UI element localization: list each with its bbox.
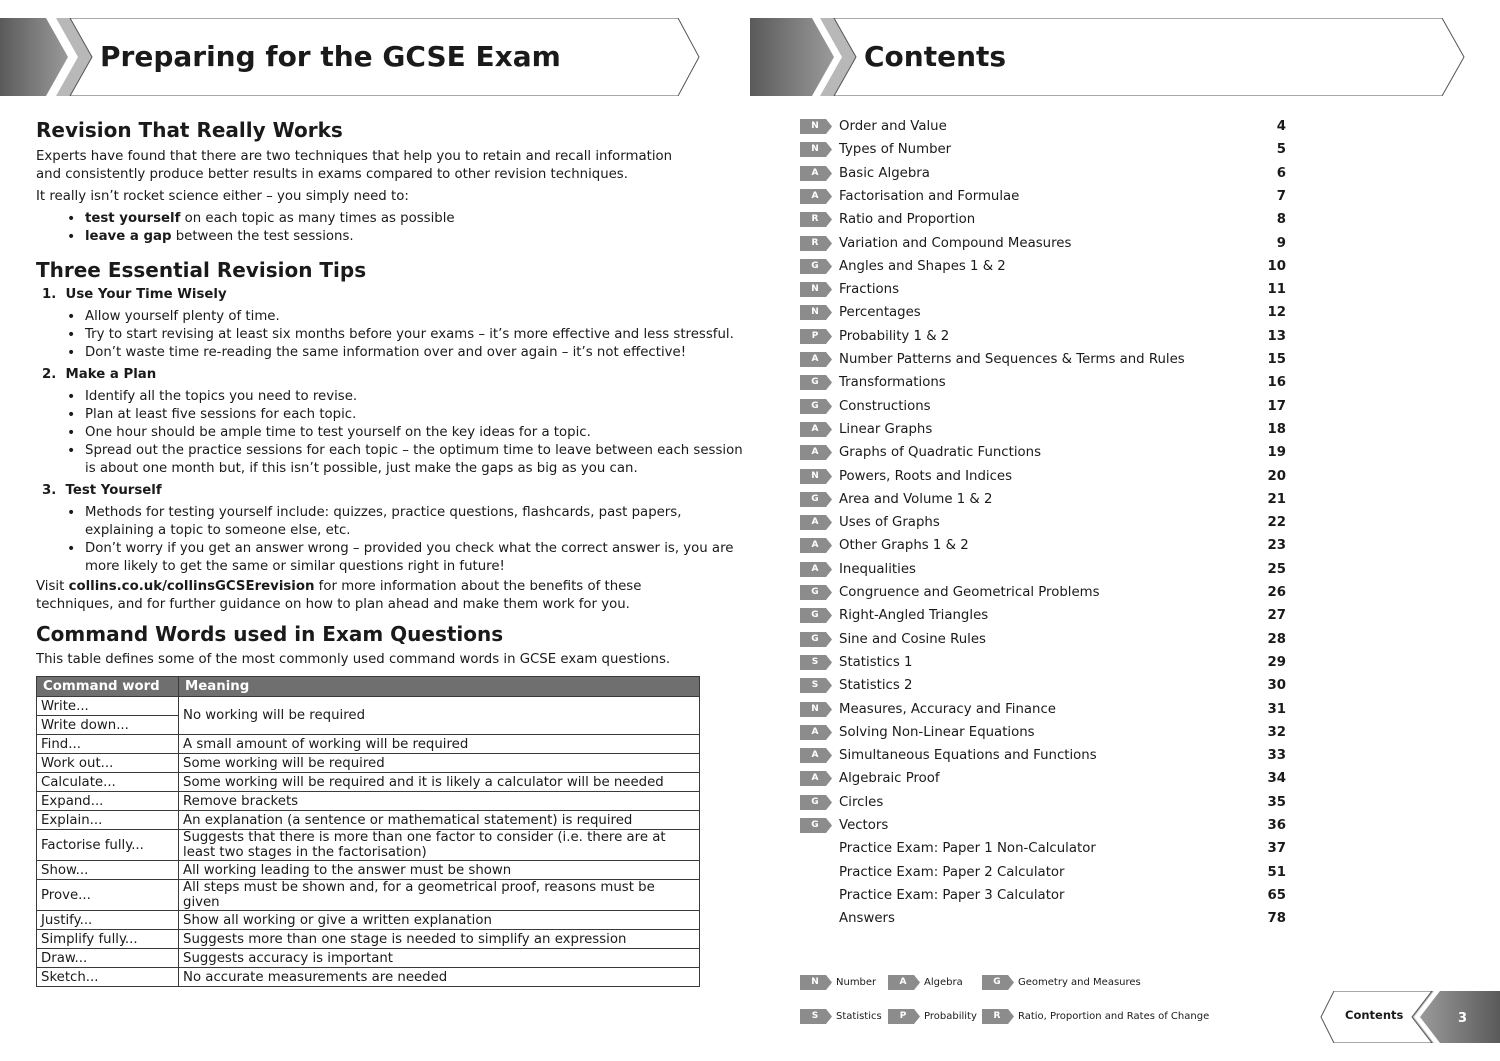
visit-paragraph <box>36 578 696 614</box>
legend-label: Number <box>836 977 877 988</box>
topic-badge-letter: A <box>811 517 819 528</box>
toc-entry[interactable] <box>800 910 1290 928</box>
topic-badge <box>800 282 832 297</box>
toc-entry-title: Practice Exam: Paper 2 Calculator <box>839 864 1065 880</box>
topic-badge <box>800 189 832 204</box>
toc-entry-title: Number Patterns and Sequences & Terms and Rules <box>839 352 1185 367</box>
toc-entry[interactable] <box>800 351 1290 369</box>
toc-entry-title: Solving Non-Linear Equations <box>839 724 1035 740</box>
toc-entry-title: Practice Exam: Paper 1 Non-Calculator <box>839 841 1096 857</box>
command-word-cell: Expand... <box>37 792 179 811</box>
topic-badge-letter: S <box>811 1011 819 1021</box>
toc-entry-page: 9 <box>1276 235 1286 251</box>
tip-title: 1. Use Your Time Wisely <box>42 287 227 302</box>
toc-entry-page: 28 <box>1267 631 1286 647</box>
toc-entry[interactable] <box>800 165 1290 183</box>
topic-badge-letter: N <box>811 703 819 714</box>
collins-link[interactable]: collins.co.uk/collinsGCSErevision <box>68 579 315 594</box>
bullet-bold: leave a gap <box>85 229 172 244</box>
topic-badge <box>800 142 832 157</box>
toc-entry-title: Area and Volume 1 & 2 <box>839 491 993 507</box>
topic-badge-letter: A <box>899 977 907 987</box>
bullet-text: between the test sessions. <box>171 229 354 244</box>
toc-entry-title: Linear Graphs <box>839 421 933 437</box>
topic-badge <box>800 422 832 437</box>
table-row <box>37 930 700 949</box>
toc-entry-title: Percentages <box>839 305 921 321</box>
revision-para-2: It really isn’t rocket science either – you simply need to: <box>36 189 409 204</box>
toc-entry-title: Powers, Roots and Indices <box>839 468 1013 484</box>
command-word-cell: Simplify fully... <box>37 930 179 949</box>
topic-badge-letter: A <box>811 540 819 551</box>
legend-badge <box>800 975 832 990</box>
toc-entry[interactable] <box>800 328 1290 346</box>
meaning-cell: Remove brackets <box>179 792 700 811</box>
table-row <box>37 697 700 716</box>
toc-entry-title: Sine and Cosine Rules <box>839 631 986 647</box>
topic-badge <box>800 236 832 251</box>
toc-entry-title: Algebraic Proof <box>839 771 940 787</box>
toc-entry[interactable] <box>800 281 1290 299</box>
topic-badge <box>800 375 832 390</box>
command-word-cell: Write down... <box>37 716 179 735</box>
toc-entry-page: 12 <box>1267 305 1286 321</box>
visit-suffix: for more information about the benefits of these techniques, and for further guidance on how to plan ahead and make them work for you. <box>36 579 642 612</box>
tips-heading: Three Essential Revision Tips <box>36 258 367 282</box>
revision-heading: Revision That Really Works <box>36 118 343 142</box>
toc-entry-title: Basic Algebra <box>839 165 930 181</box>
revision-para-1: Experts have found that there are two techniques that help you to retain and recall information and consistently produce better results in exams compared to other revision techniques. <box>36 149 673 182</box>
tip-bullet: • One hour should be ample time to test yourself on the key ideas for a topic. <box>85 424 745 442</box>
topic-badge-letter: N <box>811 470 819 481</box>
topic-badge <box>800 352 832 367</box>
table-row <box>37 911 700 930</box>
toc-entry[interactable] <box>800 118 1290 136</box>
left-page-title: Preparing for the GCSE Exam <box>100 40 561 73</box>
topic-badge-letter: N <box>811 144 819 155</box>
topic-badge-letter: G <box>811 633 819 644</box>
tip-bullet: • Try to start revising at least six months before your exams – it’s more effective and less stressful. <box>85 326 745 344</box>
command-word-cell: Justify... <box>37 911 179 930</box>
toc-entry-page: 15 <box>1267 352 1286 367</box>
topic-badge-letter: A <box>811 167 819 178</box>
toc-entry-page: 32 <box>1267 724 1286 740</box>
toc-entry[interactable] <box>800 398 1290 416</box>
topic-badge-letter: G <box>811 260 819 271</box>
left-page-content <box>36 118 743 987</box>
toc-entry-title: Variation and Compound Measures <box>839 235 1072 251</box>
topic-badge-letter: G <box>811 820 819 830</box>
topic-badge <box>800 538 832 553</box>
tip-bullet: • Methods for testing yourself include: quizzes, practice questions, flashcards, past papers, explaining a topic to someone else, etc. <box>85 504 745 540</box>
topic-badge <box>800 702 832 717</box>
topic-badge <box>800 329 832 344</box>
topic-badge <box>800 632 832 647</box>
legend-label: Ratio, Proportion and Rates of Change <box>1018 1011 1210 1022</box>
command-word-cell: Write... <box>37 697 179 716</box>
tip-bullet: • Allow yourself plenty of time. <box>85 308 745 326</box>
meaning-cell: Suggests accuracy is important <box>179 949 700 968</box>
toc-entry[interactable] <box>800 421 1290 439</box>
topic-badge <box>800 119 832 134</box>
toc-entry-page: 25 <box>1267 561 1286 577</box>
toc-entry-page: 78 <box>1267 911 1286 927</box>
meaning-cell: No accurate measurements are needed <box>179 968 700 987</box>
table-row <box>37 949 700 968</box>
meaning-cell: A small amount of working will be required <box>179 735 700 754</box>
legend-label: Statistics <box>836 1011 882 1022</box>
right-page-title: Contents <box>864 40 1007 73</box>
topic-badge <box>800 678 832 693</box>
toc-entry-page: 16 <box>1267 375 1286 391</box>
toc-entry-title: Probability 1 & 2 <box>839 328 950 344</box>
topic-badge-letter: A <box>811 726 819 737</box>
toc-entry[interactable] <box>800 258 1290 276</box>
command-word-cell: Explain... <box>37 811 179 830</box>
command-word-cell: Calculate... <box>37 773 179 792</box>
revision-bullet <box>85 228 706 246</box>
topic-badge <box>800 585 832 600</box>
topic-badge-letter: N <box>811 121 819 131</box>
revision-bullet-list <box>36 210 706 246</box>
commands-heading: Command Words used in Exam Questions <box>36 622 504 646</box>
right-header-banner <box>750 18 1466 96</box>
toc-entry[interactable] <box>800 840 1290 858</box>
bullet-text: on each topic as many times as possible <box>180 211 455 226</box>
toc-entry-page: 65 <box>1267 887 1286 903</box>
tip-bullet-list <box>36 504 745 576</box>
meaning-cell: Some working will be required and it is likely a calculator will be needed <box>179 773 700 792</box>
toc-entry-title: Uses of Graphs <box>839 515 940 531</box>
meaning-cell: No working will be required <box>179 697 700 735</box>
topic-badge-letter: S <box>811 656 819 667</box>
topic-badge <box>800 795 832 810</box>
toc-entry-title: Practice Exam: Paper 3 Calculator <box>839 887 1065 903</box>
toc-entry[interactable] <box>800 631 1290 649</box>
meaning-cell: Suggests that there is more than one factor to consider (i.e. there are at least two stages in the factorisation) <box>179 830 700 861</box>
topic-badge <box>800 212 832 227</box>
toc-entry-page: 30 <box>1267 678 1286 694</box>
toc-entry-page: 35 <box>1267 794 1286 810</box>
toc-entry-page: 29 <box>1267 654 1286 670</box>
right-banner-shape <box>750 18 1466 96</box>
toc-entry-page: 33 <box>1267 748 1286 764</box>
toc-entry-page: 31 <box>1267 701 1286 717</box>
visit-prefix: Visit <box>36 579 69 594</box>
toc-entry-page: 21 <box>1267 491 1286 507</box>
toc-entry[interactable] <box>800 677 1290 695</box>
toc-entry[interactable] <box>800 654 1290 672</box>
meaning-cell: All steps must be shown and, for a geometrical proof, reasons must be given <box>179 880 700 911</box>
command-word-cell: Show... <box>37 861 179 880</box>
topic-badge-letter: N <box>811 977 819 987</box>
topic-badge-letter: A <box>811 354 819 364</box>
topic-badge <box>800 748 832 763</box>
topic-badge <box>800 399 832 414</box>
toc-entry[interactable] <box>800 701 1290 719</box>
command-word-cell: Sketch... <box>37 968 179 987</box>
toc-entry-page: 36 <box>1267 818 1286 833</box>
table-header-row <box>37 677 700 697</box>
table-row <box>37 773 700 792</box>
tip-bullet: • Plan at least five sessions for each topic. <box>85 406 745 424</box>
toc-entry-page: 34 <box>1267 771 1286 787</box>
toc-entry-page: 27 <box>1267 608 1286 624</box>
toc-entry-page: 19 <box>1267 445 1286 461</box>
legend-badge <box>888 1009 920 1024</box>
command-word-cell: Factorise fully... <box>37 830 179 861</box>
legend-label: Geometry and Measures <box>1018 977 1141 988</box>
toc-entry-page: 37 <box>1267 841 1286 857</box>
legend-label: Probability <box>924 1011 977 1022</box>
topic-badge-letter: R <box>811 237 819 248</box>
toc-entry-title: Vectors <box>839 818 889 833</box>
topic-badge <box>800 166 832 181</box>
footer-section-label: Contents <box>1345 1008 1404 1022</box>
toc-entry[interactable] <box>800 561 1290 579</box>
toc-entry[interactable] <box>800 584 1290 602</box>
toc-entry-title: Order and Value <box>839 119 947 134</box>
legend-badge <box>982 975 1014 990</box>
toc-entry[interactable] <box>800 235 1290 253</box>
meaning-cell: Some working will be required <box>179 754 700 773</box>
topic-badge-letter: G <box>811 493 819 504</box>
toc-entry-title: Statistics 2 <box>839 678 913 694</box>
table-row <box>37 880 700 911</box>
table-row <box>37 754 700 773</box>
toc-entry[interactable] <box>800 864 1290 882</box>
tip-bullet: • Spread out the practice sessions for each topic – the optimum time to leave between each session is about one month but, if this isn’t possible, just make the gaps as big as you can. <box>85 442 745 478</box>
toc-entry-page: 8 <box>1276 212 1286 228</box>
topic-badge <box>800 515 832 530</box>
toc-entry-title: Graphs of Quadratic Functions <box>839 445 1042 461</box>
toc-entry-page: 26 <box>1267 585 1286 600</box>
topic-badge <box>800 469 832 484</box>
column-header-meaning: Meaning <box>179 677 700 697</box>
toc-entry-page: 20 <box>1267 468 1286 484</box>
topic-badge <box>800 445 832 460</box>
toc-entry-title: Fractions <box>839 282 900 298</box>
topic-badge-letter: N <box>811 307 819 318</box>
topic-badge-letter: A <box>811 773 819 784</box>
toc-entry[interactable] <box>800 468 1290 486</box>
toc-entry-page: 10 <box>1267 258 1286 274</box>
toc-entry-page: 7 <box>1276 188 1286 204</box>
toc-entry-title: Circles <box>839 794 884 810</box>
toc-entry-page: 6 <box>1276 165 1286 181</box>
topic-badge-letter: A <box>811 423 819 434</box>
toc-entry-title: Angles and Shapes 1 & 2 <box>839 258 1006 274</box>
topic-badge-letter: P <box>899 1011 907 1021</box>
tip-bullet-list <box>36 388 745 478</box>
table-row <box>37 861 700 880</box>
tip-title: 2. Make a Plan <box>42 367 157 382</box>
topic-badge-letter: G <box>993 977 1001 987</box>
command-word-cell: Draw... <box>37 949 179 968</box>
revision-bullet <box>85 210 706 228</box>
topic-badge-letter: G <box>811 400 819 411</box>
toc-entry-page: 5 <box>1276 142 1286 158</box>
toc-entry-title: Answers <box>839 911 895 927</box>
toc-entry-title: Factorisation and Formulae <box>839 188 1020 204</box>
toc-entry[interactable] <box>800 607 1290 625</box>
tips-list <box>36 286 743 576</box>
topic-badge <box>800 725 832 740</box>
toc-entry-page: 22 <box>1267 515 1286 531</box>
topic-badge-letter: G <box>811 796 819 807</box>
table-row <box>37 735 700 754</box>
legend-badge <box>888 975 920 990</box>
toc-entry-title: Measures, Accuracy and Finance <box>839 701 1056 717</box>
toc-entry-title: Simultaneous Equations and Functions <box>839 748 1097 764</box>
command-word-cell: Work out... <box>37 754 179 773</box>
toc-entry[interactable] <box>800 491 1290 509</box>
topic-badge-letter: A <box>811 750 819 761</box>
toc-entry[interactable] <box>800 537 1290 555</box>
topic-badge-letter: G <box>811 610 819 621</box>
tip-bullet: • Don’t worry if you get an answer wrong – provided you check what the correct answer is, you are more likely to get the same or similar questions right in future! <box>85 540 745 576</box>
toc-entry-page: 17 <box>1267 398 1286 414</box>
table-row <box>37 792 700 811</box>
topic-badge-letter: R <box>993 1011 1001 1021</box>
topic-badge <box>800 818 832 833</box>
toc-entry-title: Ratio and Proportion <box>839 212 976 228</box>
toc-entry[interactable] <box>800 304 1290 322</box>
meaning-cell: Suggests more than one stage is needed to simplify an expression <box>179 930 700 949</box>
legend-badge <box>800 1009 832 1024</box>
commands-intro: This table defines some of the most commonly used command words in GCSE exam questions. <box>36 652 671 667</box>
toc-entry[interactable] <box>800 817 1290 835</box>
table-row <box>37 830 700 861</box>
topic-badge <box>800 655 832 670</box>
toc-entry-page: 13 <box>1267 328 1286 344</box>
toc-entry-title: Other Graphs 1 & 2 <box>839 538 969 554</box>
column-header-command-word: Command word <box>37 677 179 697</box>
topic-badge <box>800 771 832 786</box>
table-row <box>37 968 700 987</box>
toc-entry[interactable] <box>800 188 1290 206</box>
command-word-cell: Prove... <box>37 880 179 911</box>
toc-entry-title: Transformations <box>839 375 946 391</box>
topic-badge <box>800 608 832 623</box>
toc-entry[interactable] <box>800 887 1290 905</box>
topic-badge-letter: G <box>811 377 819 388</box>
tip-bullet: • Identify all the topics you need to revise. <box>85 388 745 406</box>
toc-entry[interactable] <box>800 747 1290 765</box>
legend-label: Algebra <box>924 977 963 988</box>
toc-entry[interactable] <box>800 770 1290 788</box>
toc-entry[interactable] <box>800 444 1290 462</box>
toc-entry[interactable] <box>800 374 1290 392</box>
toc-entry[interactable] <box>800 211 1290 229</box>
toc-entry-page: 51 <box>1267 864 1286 880</box>
command-words-table <box>36 676 700 987</box>
topic-badge <box>800 305 832 320</box>
toc-entry[interactable] <box>800 724 1290 742</box>
command-word-cell: Find... <box>37 735 179 754</box>
tip-title: 3. Test Yourself <box>42 483 162 498</box>
topic-badge-letter: A <box>811 190 819 201</box>
legend-badge <box>982 1009 1014 1024</box>
meaning-cell: All working leading to the answer must be shown <box>179 861 700 880</box>
toc-entry-page: 11 <box>1267 282 1286 298</box>
topic-badge-letter: R <box>811 214 819 225</box>
topic-badge-letter: N <box>811 284 819 295</box>
toc-entry-title: Constructions <box>839 398 931 414</box>
toc-entry-page: 4 <box>1276 119 1286 134</box>
topic-badge-letter: P <box>811 330 819 341</box>
topic-badge <box>800 562 832 577</box>
toc-entry-page: 18 <box>1267 421 1286 437</box>
topic-badge <box>800 492 832 507</box>
toc-entry-page: 23 <box>1267 538 1286 554</box>
topic-badge-letter: S <box>811 680 819 691</box>
topic-badge-letter: G <box>811 587 819 597</box>
toc-entry-title: Congruence and Geometrical Problems <box>839 585 1100 600</box>
toc-entry[interactable] <box>800 794 1290 812</box>
bullet-bold: test yourself <box>85 211 181 226</box>
topic-badge-letter: A <box>811 563 819 574</box>
meaning-cell: Show all working or give a written explanation <box>179 911 700 930</box>
tip-bullet-list <box>36 308 745 362</box>
tip-bullet: • Don’t waste time re-reading the same information over and over again – it’s not effective! <box>85 344 745 362</box>
toc-entry[interactable] <box>800 514 1290 532</box>
meaning-cell: An explanation (a sentence or mathematical statement) is required <box>179 811 700 830</box>
topic-badge <box>800 259 832 274</box>
topic-badge-letter: A <box>811 447 819 458</box>
toc-entry-title: Types of Number <box>839 142 952 158</box>
toc-entry-title: Right-Angled Triangles <box>839 608 989 624</box>
page-number: 3 <box>1458 1011 1468 1026</box>
table-row <box>37 811 700 830</box>
toc-entry[interactable] <box>800 141 1290 159</box>
toc-entry-title: Inequalities <box>839 561 916 577</box>
toc-entry-title: Statistics 1 <box>839 654 913 670</box>
